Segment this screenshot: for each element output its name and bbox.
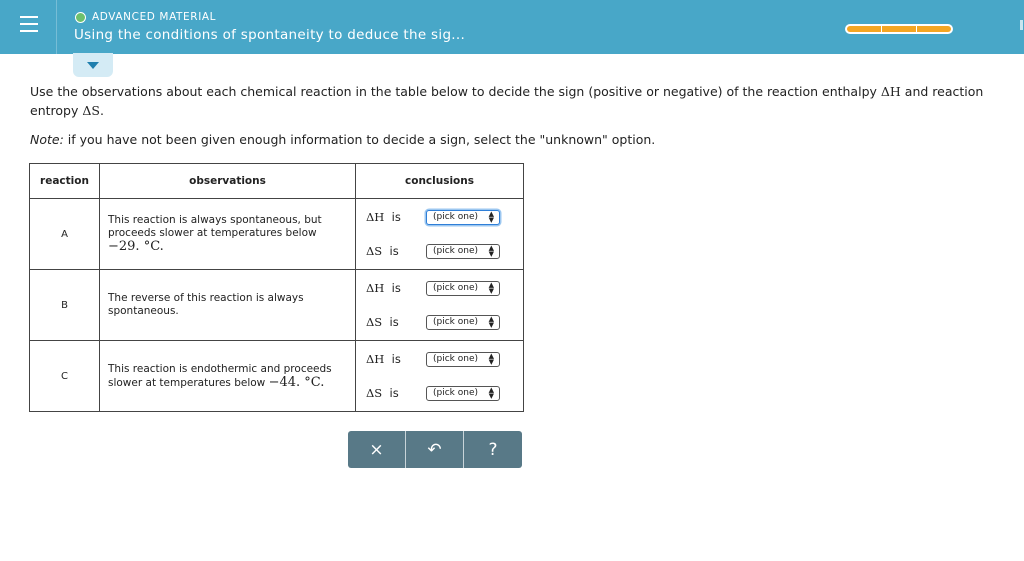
reaction-label: A (30, 199, 100, 270)
ds-select[interactable]: (pick one) ▲ ▼ (426, 315, 500, 330)
observation-text: This reaction is endothermic and proceeds slower at temperatures below (108, 362, 332, 389)
observation-cell (100, 199, 356, 270)
progress-segment (917, 26, 951, 32)
note-label: Note: (30, 132, 64, 147)
reaction-label: B (30, 270, 100, 341)
table-row (30, 341, 524, 412)
conclusion-ds-row (366, 305, 523, 339)
menu-icon[interactable] (20, 16, 38, 32)
delta-s-symbol: ΔS (82, 103, 100, 118)
topic-label: ADVANCED MATERIAL (92, 11, 217, 23)
select-arrows-icon: ▲ ▼ (488, 244, 494, 258)
header-observations: observations (100, 164, 356, 199)
top-bar (0, 0, 1024, 54)
observation-text: The reverse of this reaction is always spontaneous. (108, 292, 304, 317)
conclusion-cell (356, 341, 524, 412)
table-header-row (30, 164, 524, 199)
observation-value: −29. °C. (108, 239, 164, 254)
header-reaction: reaction (30, 164, 100, 199)
conclusion-cell (356, 270, 524, 341)
reaction-label: C (30, 341, 100, 412)
observation-cell (100, 270, 356, 341)
delta-h-symbol: ΔH (880, 84, 901, 99)
dh-label: ΔH is (366, 352, 401, 366)
ds-select[interactable]: (pick one) ▲ ▼ (426, 386, 500, 401)
topic-row (75, 11, 216, 23)
instructions-text-2: and reaction entropy (30, 84, 984, 118)
conclusion-dh-row (366, 200, 523, 234)
instructions (30, 82, 1000, 120)
progress-bar (845, 24, 953, 34)
instructions-text-1: Use the observations about each chemical reaction in the table below to decide the sign (positive or negative) of the reaction enthalpy (30, 84, 881, 99)
help-button[interactable]: ? (464, 431, 522, 468)
progress-segment (882, 26, 916, 32)
page-title: Using the conditions of spontaneity to deduce the sig... (74, 27, 466, 43)
action-buttons (348, 431, 522, 468)
conclusion-dh-row (366, 342, 523, 376)
ds-label: ΔS is (366, 244, 399, 258)
reaction-table (29, 163, 524, 412)
status-circle-icon (75, 12, 86, 23)
dh-select[interactable]: (pick one) ▲ ▼ (426, 210, 500, 225)
ds-select[interactable]: (pick one) ▲ ▼ (426, 244, 500, 259)
conclusion-dh-row (366, 271, 523, 305)
note (30, 132, 655, 147)
clear-button[interactable]: × (348, 431, 406, 468)
progress-segment (847, 26, 881, 32)
conclusion-ds-row (366, 234, 523, 268)
select-arrows-icon: ▲ ▼ (488, 210, 494, 224)
select-arrows-icon: ▲ ▼ (488, 315, 494, 329)
conclusion-cell (356, 199, 524, 270)
note-text: if you have not been given enough information to decide a sign, select the "unknown" option. (63, 132, 656, 147)
observation-value: −44. °C. (268, 374, 325, 390)
observation-text: This reaction is always spontaneous, but proceeds slower at temperatures below (108, 214, 322, 239)
select-arrows-icon: ▲ ▼ (488, 386, 494, 400)
instructions-text-3: . (99, 103, 104, 118)
dh-select[interactable]: (pick one) ▲ ▼ (426, 352, 500, 367)
select-arrows-icon: ▲ ▼ (488, 281, 494, 295)
edge-handle (1020, 20, 1023, 30)
conclusion-ds-row (366, 376, 523, 410)
header-conclusions: conclusions (356, 164, 524, 199)
dh-label: ΔH is (366, 281, 401, 295)
undo-button[interactable]: ↶ (406, 431, 464, 468)
collapse-tab[interactable] (73, 53, 113, 77)
chevron-down-icon (87, 62, 99, 69)
dh-label: ΔH is (366, 210, 401, 224)
menu-divider (56, 0, 57, 54)
observation-cell (100, 341, 356, 412)
select-arrows-icon: ▲ ▼ (488, 352, 494, 366)
dh-select[interactable]: (pick one) ▲ ▼ (426, 281, 500, 296)
table-row (30, 270, 524, 341)
ds-label: ΔS is (366, 315, 399, 329)
ds-label: ΔS is (366, 386, 399, 400)
table-row (30, 199, 524, 270)
